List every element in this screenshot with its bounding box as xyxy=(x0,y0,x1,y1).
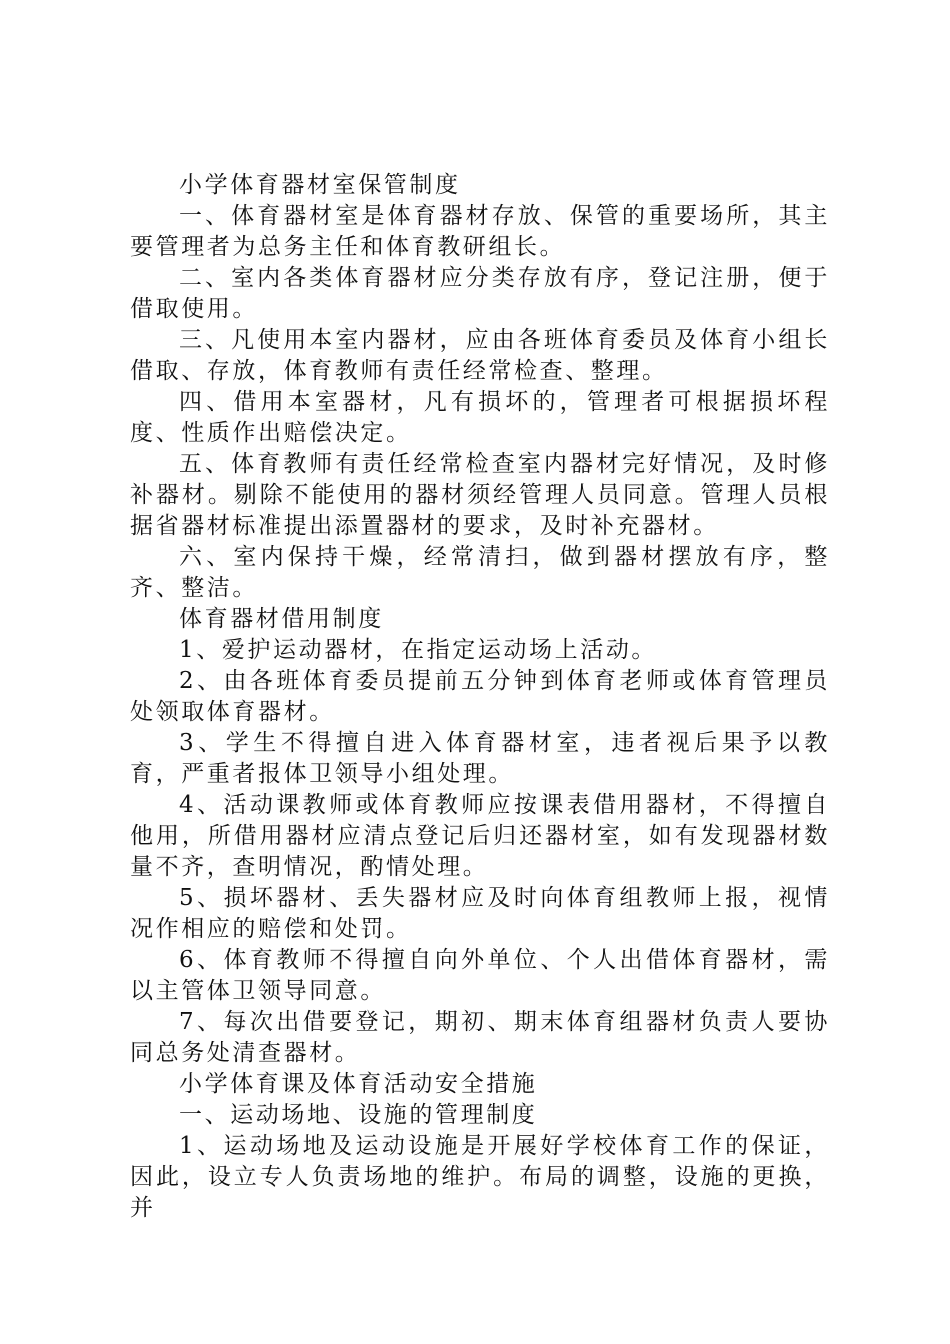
subsection-title: 一、运动场地、设施的管理制度 xyxy=(179,1102,538,1128)
paragraph: 一、体育器材室是体育器材存放、保管的重要场所，其主要管理者为总务主任和体育教研组长。 xyxy=(130,203,830,260)
paragraph: 7、每次出借要登记，期初、期末体育组器材负责人要协同总务处清查器材。 xyxy=(130,1009,830,1066)
paragraph: 3、学生不得擅自进入体育器材室，违者视后果予以教育，严重者报体卫领导小组处理。 xyxy=(130,730,830,787)
paragraph: 1、运动场地及运动设施是开展好学校体育工作的保证，因此，设立专人负责场地的维护。布局的调整，设施的更换，并 xyxy=(130,1133,830,1221)
section-title-borrowing: 体育器材借用制度 xyxy=(179,606,384,632)
paragraph: 三、凡使用本室内器材，应由各班体育委员及体育小组长借取、存放，体育教师有责任经常检查、整理。 xyxy=(130,327,830,384)
paragraph: 1、爱护运动器材，在指定运动场上活动。 xyxy=(179,637,658,663)
paragraph: 6、体育教师不得擅自向外单位、个人出借体育器材，需以主管体卫领导同意。 xyxy=(130,947,830,1004)
paragraph: 二、室内各类体育器材应分类存放有序，登记注册，便于借取使用。 xyxy=(130,265,830,322)
paragraph: 六、室内保持干燥，经常清扫，做到器材摆放有序，整齐、整洁。 xyxy=(130,544,830,601)
paragraph: 2、由各班体育委员提前五分钟到体育老师或体育管理员处领取体育器材。 xyxy=(130,668,830,725)
paragraph: 五、体育教师有责任经常检查室内器材完好情况，及时修补器材。剔除不能使用的器材须经管理人员同意。管理人员根据省器材标准提出添置器材的要求，及时补充器材。 xyxy=(130,451,830,539)
section-title-safety: 小学体育课及体育活动安全措施 xyxy=(179,1071,538,1097)
document-body xyxy=(130,170,830,1224)
paragraph: 四、借用本室器材，凡有损坏的，管理者可根据损坏程度、性质作出赔偿决定。 xyxy=(130,389,830,446)
section-title-equipment-room: 小学体育器材室保管制度 xyxy=(179,172,461,198)
paragraph: 4、活动课教师或体育教师应按课表借用器材，不得擅自他用，所借用器材应清点登记后归还器材室，如有发现器材数量不齐，查明情况，酌情处理。 xyxy=(130,792,830,880)
paragraph: 5、损坏器材、丢失器材应及时向体育组教师上报，视情况作相应的赔偿和处罚。 xyxy=(130,885,830,942)
